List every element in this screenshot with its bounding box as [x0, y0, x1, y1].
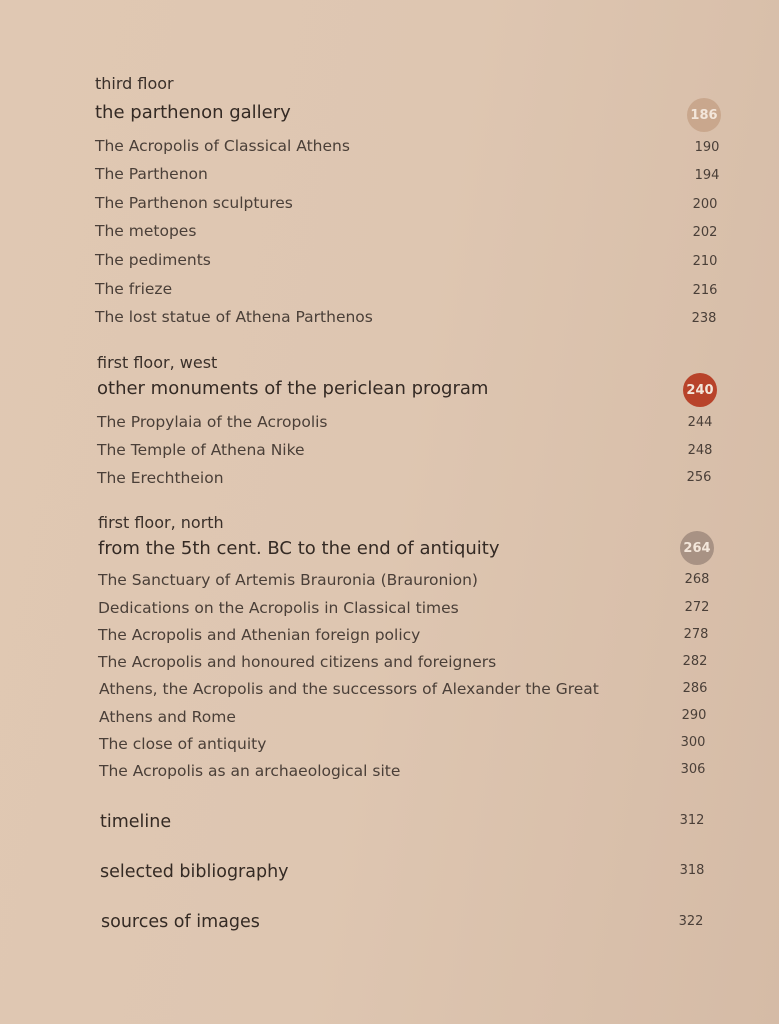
- toc-entry-page: 286: [682, 681, 708, 696]
- toc-entry: The Sanctuary of Artemis Brauronia (Brauronion): [98, 571, 478, 589]
- section-floor-label: third floor: [95, 74, 174, 93]
- toc-entry: The frieze: [95, 280, 173, 298]
- toc-entry: The Acropolis as an archaeological site: [99, 762, 401, 780]
- toc-entry-page: 210: [692, 254, 718, 269]
- toc-entry-page: 244: [687, 415, 713, 430]
- section-start-page-badge: 240: [683, 373, 717, 407]
- section-title: from the 5th cent. BC to the end of antiquity: [98, 538, 500, 559]
- toc-entry: The pediments: [95, 251, 211, 269]
- toc-entry: Athens and Rome: [99, 708, 236, 726]
- toc-entry-page: 216: [692, 283, 718, 298]
- toc-entry-page: 248: [687, 443, 713, 458]
- section-floor-label: first floor, west: [97, 353, 218, 372]
- toc-entry: The Acropolis of Classical Athens: [95, 137, 350, 155]
- toc-entry: Athens, the Acropolis and the successors of Alexander the Great: [99, 680, 599, 698]
- toc-entry-page: 290: [681, 708, 707, 723]
- section-floor-label: first floor, north: [98, 513, 224, 532]
- toc-entry: The Parthenon: [95, 165, 208, 183]
- toc-entry: The close of antiquity: [99, 735, 267, 753]
- toc-entry-page: 282: [682, 654, 708, 669]
- toc-entry-page: 272: [684, 600, 710, 615]
- toc-entry: The lost statue of Athena Parthenos: [95, 308, 373, 326]
- toc-entry-page: 202: [692, 225, 718, 240]
- toc-entry: The Acropolis and Athenian foreign policy: [98, 626, 421, 644]
- back-matter-entry: selected bibliography: [100, 862, 289, 882]
- toc-entry: The Erechtheion: [97, 469, 224, 487]
- toc-entry-page: 200: [692, 197, 718, 212]
- toc-entry: The metopes: [95, 222, 197, 240]
- section-start-page-badge: 186: [687, 98, 721, 132]
- toc-entry-page: 306: [680, 762, 706, 777]
- toc-entry-page: 256: [686, 470, 712, 485]
- back-matter-entry: sources of images: [101, 912, 260, 932]
- toc-entry: The Parthenon sculptures: [95, 194, 293, 212]
- toc-entry-page: 268: [684, 572, 710, 587]
- toc-entry-page: 278: [683, 627, 709, 642]
- toc-entry-page: 194: [694, 168, 720, 183]
- section-title: the parthenon gallery: [95, 102, 291, 123]
- toc-entry: Dedications on the Acropolis in Classical times: [98, 599, 459, 617]
- back-matter-page: 312: [679, 813, 705, 828]
- toc-entry: The Acropolis and honoured citizens and foreigners: [98, 653, 497, 671]
- toc-entry: The Temple of Athena Nike: [97, 441, 305, 459]
- toc-entry: The Propylaia of the Acropolis: [97, 413, 328, 431]
- back-matter-entry: timeline: [100, 812, 172, 832]
- section-start-page-badge: 264: [680, 531, 714, 565]
- back-matter-page: 318: [679, 863, 705, 878]
- back-matter-page: 322: [678, 914, 704, 929]
- toc-entry-page: 300: [680, 735, 706, 750]
- section-title: other monuments of the periclean program: [97, 378, 489, 399]
- toc-entry-page: 238: [691, 311, 717, 326]
- toc-entry-page: 190: [694, 140, 720, 155]
